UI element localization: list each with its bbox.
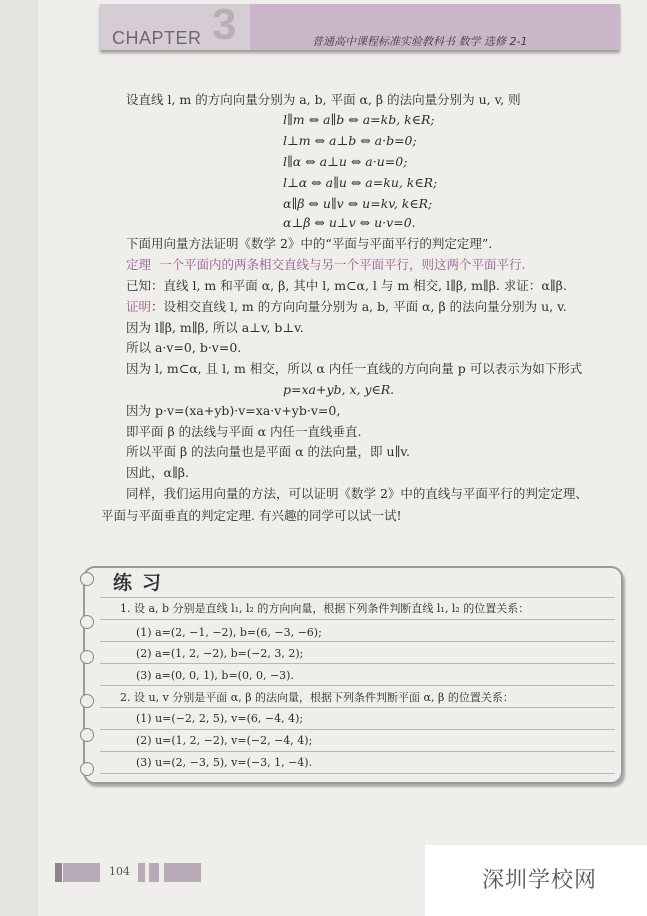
binder-ring-icon (80, 650, 94, 664)
rule-line (100, 751, 615, 752)
proof-first (126, 299, 567, 315)
footer-bar (164, 863, 201, 882)
theorem-tag: 定理 (126, 257, 152, 272)
exercise-subitem: (1) u=(−2, 2, 5), v=(6, −4, 4); (136, 712, 304, 725)
exercise-subitem: (2) u=(1, 2, −2), v=(−2, −4, 4); (136, 734, 313, 747)
rule-line (100, 707, 615, 708)
footer-bar (138, 863, 145, 882)
book-title: 普通高中课程标准实验教科书 数学 选修 2-1 (312, 35, 528, 48)
proof-step: 所以 a·v=0, b·v=0. (126, 340, 242, 355)
rule-line (100, 729, 615, 730)
footer-bar (55, 863, 62, 882)
exercise-subitem: (3) a=(0, 0, 1), b=(0, 0, −3). (136, 669, 294, 682)
formula-line: l∥m ⇔ a∥b ⇔ a=kb, k∈R; (283, 112, 435, 127)
exercise-question: 2. 设 u, v 分别是平面 α, β 的法向量，根据下列条件判断平面 α, β 的位置关系： (120, 691, 514, 704)
rule-line (100, 685, 615, 686)
formula-line: α∥β ⇔ u∥v ⇔ u=kv, k∈R; (283, 196, 433, 211)
rule-line (100, 597, 615, 598)
theorem (126, 257, 525, 273)
exercise-title: 练习 (113, 572, 172, 594)
binder-ring-icon (80, 728, 94, 742)
binder-ring-icon (80, 572, 94, 586)
exercise-question: 1. 设 a, b 分别是直线 l₁, l₂ 的方向向量，根据下列条件判断直线 l₁, l₂ 的位置关系： (120, 602, 530, 615)
proof-text: ：设相交直线 l, m 的方向向量分别为 a, b, 平面 α, β 的法向量分别为 u, v. (151, 299, 567, 314)
intro-text: 设直线 l, m 的方向向量分别为 a, b, 平面 α, β 的法向量分别为 u, v, 则 (126, 92, 521, 107)
chapter-block (100, 0, 250, 50)
rule-line (100, 641, 615, 642)
proof-tag: 证明 (126, 299, 152, 314)
exercise-subitem: (3) u=(2, −3, 5), v=(−3, 1, −4). (136, 756, 313, 769)
rule-line (100, 619, 615, 620)
p-formula: p=xa+yb, x, y∈R. (283, 382, 395, 397)
footer-bar (149, 863, 159, 882)
proof-step: 因此，α∥β. (126, 465, 189, 480)
exercise-subitem: (2) a=(1, 2, −2), b=(−2, 3, 2); (136, 647, 304, 660)
rule-line (100, 663, 615, 664)
binder-ring-icon (80, 694, 94, 708)
rule-line (100, 773, 615, 774)
page-number: 104 (109, 865, 130, 878)
formula-line: l⊥m ⇔ a⊥b ⇔ a·b=0; (283, 133, 417, 148)
theorem-text: 一个平面内的两条相交直线与另一个平面平行，则这两个平面平行. (158, 257, 526, 272)
binder-ring-icon (80, 615, 94, 629)
formula-line: α⊥β ⇔ u⊥v ⇔ u·v=0. (283, 215, 416, 230)
lead-text: 下面用向量方法证明《数学 2》中的“平面与平面平行的判定定理”. (126, 236, 493, 251)
given-text: 已知：直线 l, m 和平面 α, β, 其中 l, m⊂α, l 与 m 相交, l∥β, m∥β. 求证：α∥β. (126, 278, 567, 293)
watermark (425, 845, 647, 916)
closing-text: 平面与平面垂直的判定定理. 有兴趣的同学可以试一试! (101, 508, 402, 523)
binder-ring-icon (80, 762, 94, 776)
proof-step: 因为 p·v=(xa+yb)·v=xa·v+yb·v=0, (126, 403, 341, 418)
formula-line: l⊥α ⇔ a∥u ⇔ a=ku, k∈R; (283, 175, 438, 190)
chapter-number: 3 (212, 0, 237, 49)
proof-step: 因为 l∥β, m∥β, 所以 a⊥v, b⊥v. (126, 320, 304, 335)
chapter-label: CHAPTER (112, 28, 202, 48)
footer-bar (63, 863, 100, 882)
exercise-subitem: (1) a=(2, −1, −2), b=(6, −3, −6); (136, 626, 322, 639)
watermark-text: 深圳学校网 (482, 868, 598, 893)
proof-step: 因为 l, m⊂α, 且 l, m 相交，所以 α 内任一直线的方向向量 p 可以表示为如下形式 (126, 361, 583, 376)
chapter-header (100, 0, 620, 50)
closing-text: 同样，我们运用向量的方法，可以证明《数学 2》中的直线与平面平行的判定定理、 (126, 486, 588, 501)
formula-line: l∥α ⇔ a⊥u ⇔ a·u=0; (283, 154, 408, 169)
proof-step: 所以平面 β 的法向量也是平面 α 的法向量，即 u∥v. (126, 444, 410, 459)
proof-step: 即平面 β 的法线与平面 α 内任一直线垂直. (126, 424, 362, 439)
